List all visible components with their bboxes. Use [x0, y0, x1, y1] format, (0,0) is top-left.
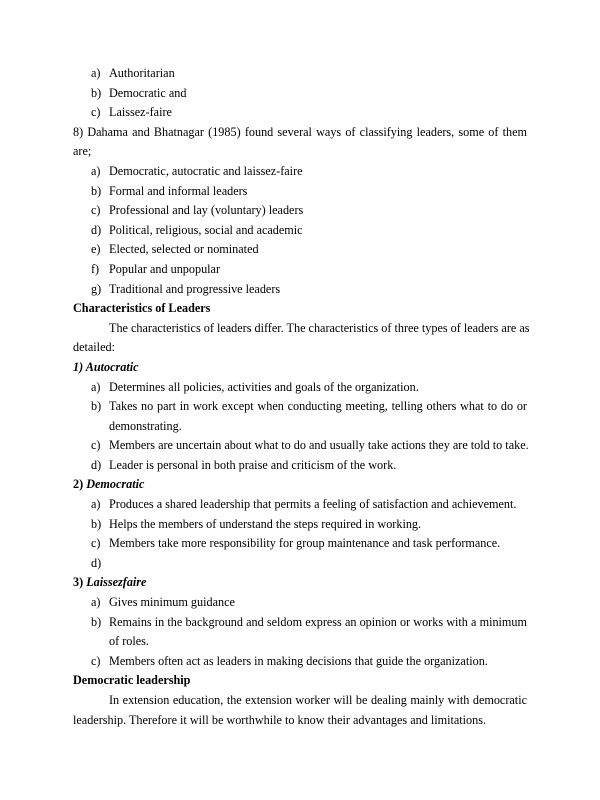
- paragraph-line: The characteristics of leaders differ. The characteristics of three types of leaders are as: [109, 320, 530, 335]
- list-item: d) Leader is personal in both praise and criticism of the work.: [91, 457, 397, 472]
- paragraph-line: detailed:: [73, 340, 115, 355]
- list-item: c) Members are uncertain about what to do and usually take actions they are told to take.: [91, 438, 529, 453]
- list-item: c) Laissez-faire: [91, 105, 172, 120]
- document-page: [73, 64, 530, 730]
- list-item: b) Democratic and: [91, 85, 187, 100]
- list-item: a) Produces a shared leadership that permits a feeling of satisfaction and achievement.: [91, 497, 517, 512]
- list-item: g) Traditional and progressive leaders: [91, 281, 281, 296]
- subsection-heading: 3) Laissezfaire: [73, 575, 147, 590]
- section-heading: Characteristics of Leaders: [73, 301, 211, 316]
- list-item: a) Gives minimum guidance: [91, 595, 235, 610]
- list-item: b) Remains in the background and seldom express an opinion or works with a minimum: [91, 614, 527, 629]
- list-item-continuation: demonstrating.: [109, 418, 182, 433]
- paragraph-line: are;: [73, 144, 92, 159]
- list-item: d): [91, 555, 102, 570]
- list-item: b) Takes no part in work except when conducting meeting, telling others what to do or: [91, 399, 527, 414]
- subsection-heading: 2) Democratic: [73, 477, 145, 492]
- paragraph-line: 8) Dahama and Bhatnagar (1985) found several ways of classifying leaders, some of them: [73, 124, 527, 139]
- list-item: c) Professional and lay (voluntary) leaders: [91, 203, 304, 218]
- list-item-continuation: of roles.: [109, 634, 149, 649]
- section-heading: Democratic leadership: [73, 673, 191, 688]
- list-item: a) Authoritarian: [91, 66, 175, 80]
- subsection-heading: 1) Autocratic: [73, 359, 139, 374]
- list-item: b) Helps the members of understand the steps required in working.: [91, 516, 422, 531]
- list-item: a) Determines all policies, activities and goals of the organization.: [91, 379, 419, 394]
- list-item: f) Popular and unpopular: [91, 261, 221, 276]
- list-item: d) Political, religious, social and academic: [91, 222, 303, 237]
- paragraph-line: In extension education, the extension worker will be dealing mainly with democratic: [109, 693, 527, 707]
- list-item: e) Elected, selected or nominated: [91, 242, 259, 257]
- list-item: c) Members take more responsibility for group maintenance and task performance.: [91, 536, 501, 551]
- paragraph-line: leadership. Therefore it will be worthwhile to know their advantages and limitations.: [73, 712, 487, 727]
- list-item: b) Formal and informal leaders: [91, 183, 248, 198]
- list-item: a) Democratic, autocratic and laissez-faire: [91, 163, 303, 178]
- list-item: c) Members often act as leaders in making decisions that guide the organization.: [91, 653, 488, 668]
